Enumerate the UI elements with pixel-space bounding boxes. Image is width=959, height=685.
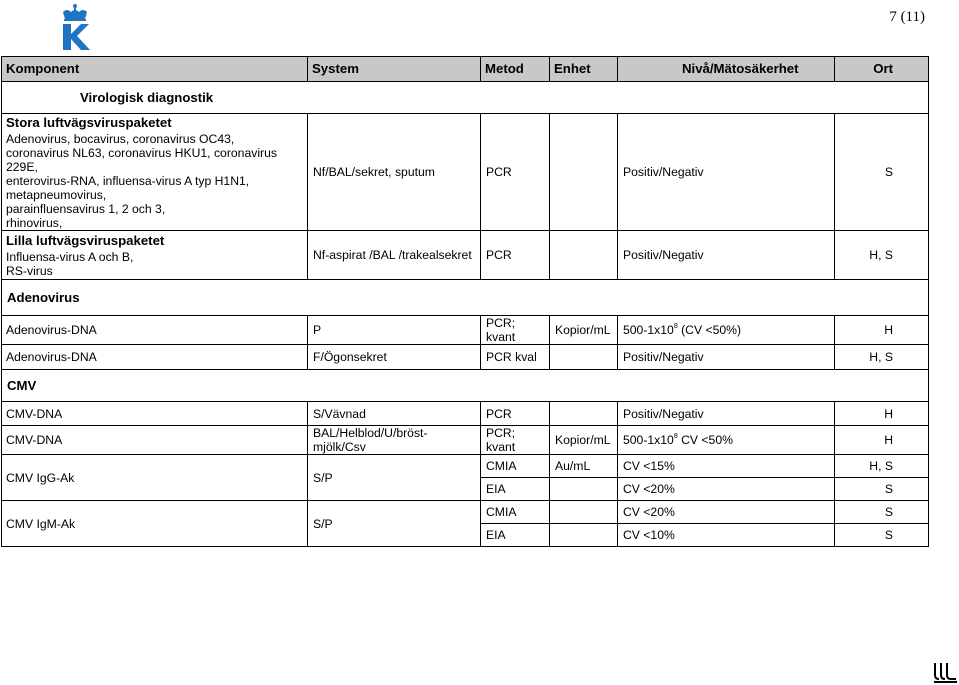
system-cell: S/Vävnad — [308, 402, 481, 426]
komponent-cell: CMV IgG-Ak — [2, 455, 308, 501]
stora-title: Stora luftvägsviruspaketet — [6, 115, 172, 130]
lilla-ort: H, S — [835, 231, 929, 280]
niva-cell: CV <20% — [618, 478, 835, 501]
enhet-cell: Kopior/mL — [550, 316, 618, 345]
header-metod: Metod — [481, 57, 550, 82]
ort-cell: H, S — [835, 455, 929, 478]
table-row-lilla — [2, 231, 929, 280]
section-title-virologisk: Virologisk diagnostik — [2, 82, 929, 114]
metod-cell: PCR; kvant — [481, 426, 550, 455]
stora-line: parainfluensavirus 1, 2 och 3, — [6, 202, 166, 216]
stora-ort: S — [835, 114, 929, 231]
enhet-cell — [550, 501, 618, 524]
stora-line: Adenovirus, bocavirus, coronavirus OC43, — [6, 132, 235, 146]
niva-cell — [618, 426, 835, 455]
niva-value: 500-1x10 — [623, 323, 674, 337]
system-cell: S/P — [308, 455, 481, 501]
lilla-enhet — [550, 231, 618, 280]
ort-cell: H — [835, 426, 929, 455]
system-cell: BAL/Helblod/U/bröst-mjölk/Csv — [308, 426, 481, 455]
system-cell: F/Ögonsekret — [308, 345, 481, 370]
header-niva: Nivå/Mätosäkerhet — [618, 57, 835, 82]
stora-komponent — [2, 114, 308, 231]
footer-logo-icon — [932, 661, 958, 683]
table-header-row — [2, 57, 929, 82]
section-row-virologisk — [2, 82, 929, 114]
enhet-cell — [550, 402, 618, 426]
ort-cell: H — [835, 402, 929, 426]
enhet-cell — [550, 345, 618, 370]
niva-cell: CV <10% — [618, 524, 835, 547]
ort-cell: S — [835, 501, 929, 524]
niva-cell: Positiv/Negativ — [618, 345, 835, 370]
table-row — [2, 426, 929, 455]
table-row — [2, 402, 929, 426]
niva-cell: Positiv/Negativ — [618, 402, 835, 426]
metod-cell: PCR — [481, 402, 550, 426]
header-ort: Ort — [835, 57, 929, 82]
niva-value: 500-1x10 — [623, 433, 674, 447]
komponent-cell: CMV-DNA — [2, 426, 308, 455]
ort-cell: H, S — [835, 345, 929, 370]
komponent-cell: Adenovirus-DNA — [2, 316, 308, 345]
stora-line: coronavirus NL63, coronavirus HKU1, coronavirus 229E, — [6, 146, 277, 174]
table-row — [2, 455, 929, 478]
stora-line: rhinovirus, — [6, 216, 63, 230]
niva-cell: CV <20% — [618, 501, 835, 524]
enhet-cell: Kopior/mL — [550, 426, 618, 455]
stora-niva: Positiv/Negativ — [618, 114, 835, 231]
ort-cell: S — [835, 478, 929, 501]
lilla-title: Lilla luftvägsviruspaketet — [6, 233, 165, 248]
niva-cell — [618, 316, 835, 345]
niva-suffix: (CV <50%) — [677, 323, 742, 337]
lilla-komponent — [2, 231, 308, 280]
karolinska-logo — [55, 2, 95, 52]
table-row — [2, 501, 929, 524]
komponent-cell: Adenovirus-DNA — [2, 345, 308, 370]
analysis-table — [1, 56, 929, 547]
ort-cell: S — [835, 524, 929, 547]
metod-cell: CMIA — [481, 501, 550, 524]
stora-metod: PCR — [481, 114, 550, 231]
table-row-stora — [2, 114, 929, 231]
stora-enhet — [550, 114, 618, 231]
lilla-line: RS-virus — [6, 264, 53, 278]
stora-line: enterovirus-RNA, influensa-virus A typ H1N1, — [6, 174, 250, 188]
header-komponent: Komponent — [2, 57, 308, 82]
section-title-cmv: CMV — [2, 370, 929, 402]
metod-cell: PCR kval — [481, 345, 550, 370]
section-row-cmv — [2, 370, 929, 402]
ort-cell: H — [835, 316, 929, 345]
niva-exponent: 8 — [673, 323, 678, 330]
section-title-adenovirus: Adenovirus — [2, 280, 929, 316]
lilla-niva: Positiv/Negativ — [618, 231, 835, 280]
stora-system: Nf/BAL/sekret, sputum — [308, 114, 481, 231]
metod-cell: PCR; kvant — [481, 316, 550, 345]
metod-cell: CMIA — [481, 455, 550, 478]
niva-suffix: CV <50% — [677, 433, 733, 447]
metod-cell: EIA — [481, 478, 550, 501]
header-system: System — [308, 57, 481, 82]
metod-cell: EIA — [481, 524, 550, 547]
system-cell: P — [308, 316, 481, 345]
enhet-cell — [550, 478, 618, 501]
stora-line: metapneumovirus, — [6, 188, 107, 202]
table-row — [2, 345, 929, 370]
page-number: 7 (11) — [889, 9, 925, 25]
header-enhet: Enhet — [550, 57, 618, 82]
lilla-metod: PCR — [481, 231, 550, 280]
komponent-cell: CMV-DNA — [2, 402, 308, 426]
enhet-cell — [550, 524, 618, 547]
niva-cell: CV <15% — [618, 455, 835, 478]
komponent-cell: CMV IgM-Ak — [2, 501, 308, 547]
system-cell: S/P — [308, 501, 481, 547]
lilla-system: Nf-aspirat /BAL /trakealsekret — [308, 231, 481, 280]
section-row-adenovirus — [2, 280, 929, 316]
lilla-line: Influensa-virus A och B, — [6, 250, 134, 264]
enhet-cell: Au/mL — [550, 455, 618, 478]
niva-exponent: 8 — [673, 433, 678, 440]
table-row — [2, 316, 929, 345]
